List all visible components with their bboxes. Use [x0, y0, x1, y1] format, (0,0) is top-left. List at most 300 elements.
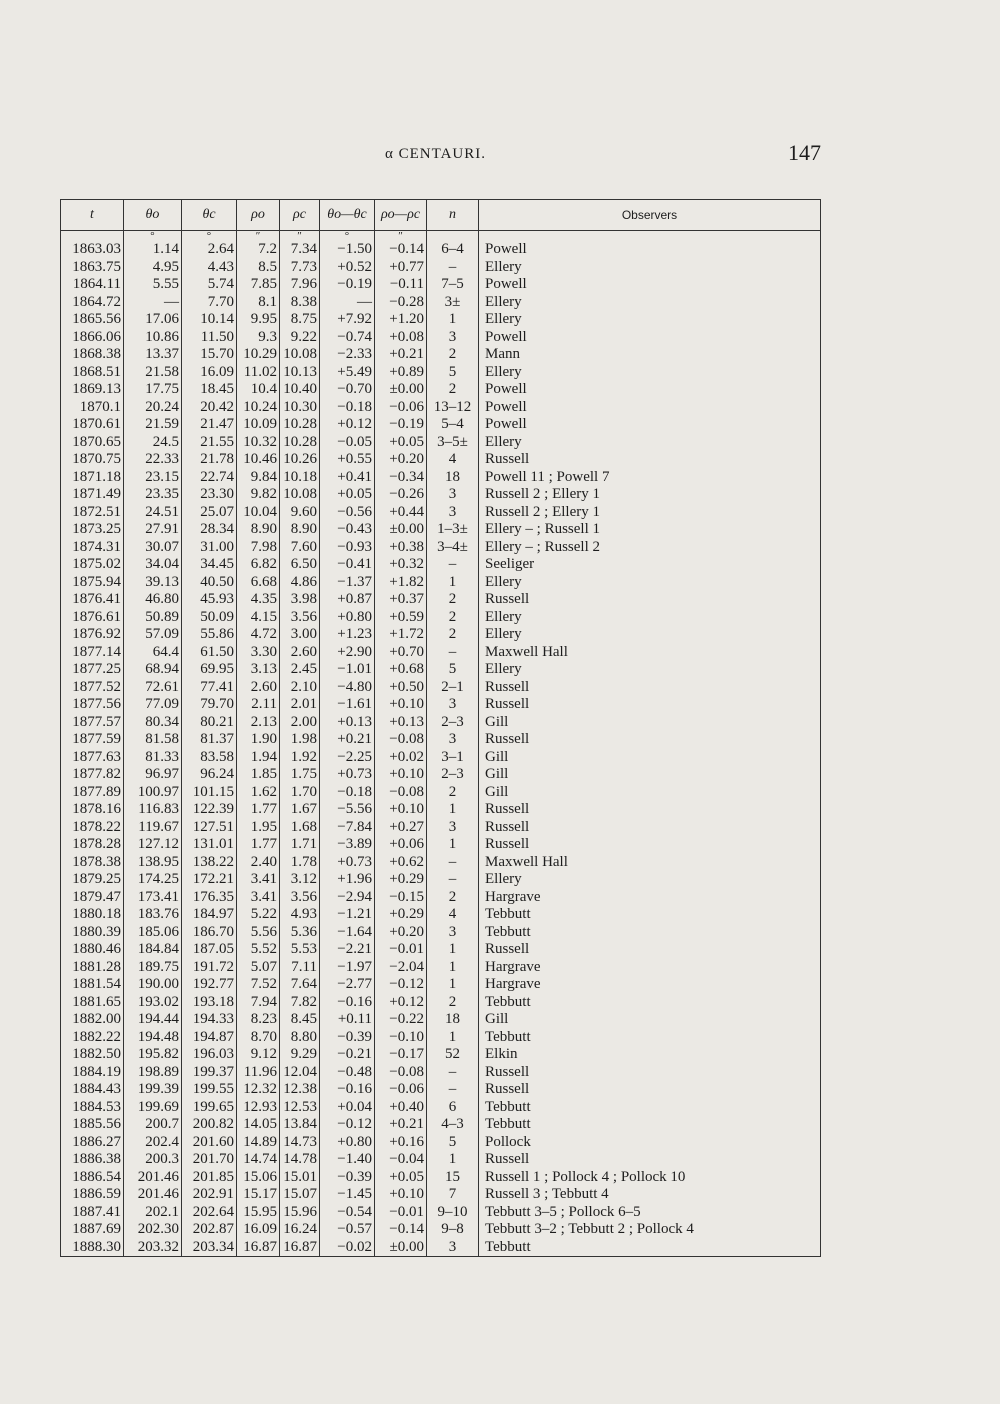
cell-t: 1868.38 — [61, 346, 124, 364]
table-row — [61, 294, 821, 312]
page-header — [0, 140, 1000, 170]
cell-rho-observed: 7.2 — [237, 241, 280, 259]
cell-rho-computed: 10.40 — [280, 381, 320, 399]
cell-theta-computed: 200.82 — [182, 1116, 237, 1134]
cell-theta-residual: −4.80 — [320, 679, 375, 697]
cell-t: 1870.65 — [61, 434, 124, 452]
cell-theta-computed: 202.87 — [182, 1221, 237, 1239]
cell-theta-residual: −0.54 — [320, 1204, 375, 1222]
cell-theta-observed: 24.51 — [124, 504, 182, 522]
cell-rho-computed: 3.98 — [280, 591, 320, 609]
cell-theta-residual: −7.84 — [320, 819, 375, 837]
cell-rho-computed: 9.29 — [280, 1046, 320, 1064]
cell-observers: Ellery – ; Russell 2 — [479, 539, 821, 557]
cell-theta-residual: −0.18 — [320, 784, 375, 802]
cell-n: 1 — [427, 1029, 479, 1047]
cell-rho-observed: 5.22 — [237, 906, 280, 924]
cell-theta-residual: −1.64 — [320, 924, 375, 942]
cell-theta-computed: 15.70 — [182, 346, 237, 364]
cell-rho-observed: 3.41 — [237, 871, 280, 889]
cell-rho-residual: +0.21 — [375, 1116, 427, 1134]
cell-theta-observed: 77.09 — [124, 696, 182, 714]
table-row — [61, 451, 821, 469]
cell-n: 1–3± — [427, 521, 479, 539]
cell-rho-observed: 11.96 — [237, 1064, 280, 1082]
cell-n: 18 — [427, 469, 479, 487]
cell-rho-computed: 10.08 — [280, 346, 320, 364]
cell-theta-residual: −0.12 — [320, 1116, 375, 1134]
cell-rho-computed: 1.68 — [280, 819, 320, 837]
cell-observers: Russell — [479, 451, 821, 469]
cell-rho-observed: 8.90 — [237, 521, 280, 539]
cell-n: – — [427, 1064, 479, 1082]
cell-t: 1866.06 — [61, 329, 124, 347]
table-row — [61, 959, 821, 977]
cell-observers: Russell — [479, 1081, 821, 1099]
cell-rho-observed: 10.29 — [237, 346, 280, 364]
cell-theta-observed: 50.89 — [124, 609, 182, 627]
cell-theta-observed: 127.12 — [124, 836, 182, 854]
cell-t: 1874.31 — [61, 539, 124, 557]
cell-observers: Ellery — [479, 661, 821, 679]
cell-theta-computed: 5.74 — [182, 276, 237, 294]
cell-n: 2 — [427, 381, 479, 399]
cell-rho-computed: 2.10 — [280, 679, 320, 697]
cell-theta-computed: 21.78 — [182, 451, 237, 469]
cell-n: 2 — [427, 889, 479, 907]
cell-rho-residual: −0.01 — [375, 941, 427, 959]
cell-rho-residual: −0.01 — [375, 1204, 427, 1222]
cell-n: 4–3 — [427, 1116, 479, 1134]
cell-t: 1877.59 — [61, 731, 124, 749]
cell-observers: Gill — [479, 749, 821, 767]
table-row — [61, 696, 821, 714]
cell-observers: Mann — [479, 346, 821, 364]
cell-t: 1877.56 — [61, 696, 124, 714]
cell-rho-observed: 10.32 — [237, 434, 280, 452]
cell-theta-observed: 13.37 — [124, 346, 182, 364]
cell-rho-computed: 6.50 — [280, 556, 320, 574]
cell-theta-residual: −0.70 — [320, 381, 375, 399]
cell-theta-observed: 1.14 — [124, 241, 182, 259]
cell-theta-computed: 186.70 — [182, 924, 237, 942]
cell-t: 1872.51 — [61, 504, 124, 522]
unit-cell: ″ — [237, 231, 280, 242]
table-row — [61, 1029, 821, 1047]
cell-n: 18 — [427, 1011, 479, 1029]
cell-rho-computed: 16.87 — [280, 1239, 320, 1257]
cell-theta-residual: +1.96 — [320, 871, 375, 889]
cell-rho-observed: 9.12 — [237, 1046, 280, 1064]
cell-theta-observed: 202.4 — [124, 1134, 182, 1152]
cell-rho-computed: 7.73 — [280, 259, 320, 277]
cell-observers: Elkin — [479, 1046, 821, 1064]
cell-n: 2 — [427, 784, 479, 802]
cell-observers: Powell — [479, 381, 821, 399]
cell-n: 2 — [427, 609, 479, 627]
cell-rho-computed: 10.30 — [280, 399, 320, 417]
cell-rho-computed: 10.18 — [280, 469, 320, 487]
table-body — [61, 231, 821, 1257]
cell-observers: Tebbutt 3–2 ; Tebbutt 2 ; Pollock 4 — [479, 1221, 821, 1239]
cell-theta-observed: 81.58 — [124, 731, 182, 749]
cell-t: 1886.38 — [61, 1151, 124, 1169]
cell-n: 6 — [427, 1099, 479, 1117]
cell-rho-observed: 2.11 — [237, 696, 280, 714]
cell-theta-observed: 183.76 — [124, 906, 182, 924]
cell-rho-observed: 4.15 — [237, 609, 280, 627]
cell-rho-observed: 9.82 — [237, 486, 280, 504]
cell-theta-observed: 202.1 — [124, 1204, 182, 1222]
cell-observers: Ellery — [479, 871, 821, 889]
cell-n: 4 — [427, 451, 479, 469]
cell-rho-residual: −0.08 — [375, 731, 427, 749]
cell-theta-observed: 5.55 — [124, 276, 182, 294]
cell-n: 1 — [427, 941, 479, 959]
cell-rho-residual: +0.21 — [375, 346, 427, 364]
cell-rho-residual: +0.62 — [375, 854, 427, 872]
cell-rho-computed: 5.53 — [280, 941, 320, 959]
cell-rho-computed: 10.08 — [280, 486, 320, 504]
cell-observers: Russell — [479, 801, 821, 819]
cell-theta-residual: −1.97 — [320, 959, 375, 977]
cell-rho-computed: 1.98 — [280, 731, 320, 749]
cell-rho-observed: 9.84 — [237, 469, 280, 487]
table-row — [61, 434, 821, 452]
cell-rho-residual: ±0.00 — [375, 381, 427, 399]
cell-rho-residual: −0.26 — [375, 486, 427, 504]
cell-theta-residual: +0.80 — [320, 1134, 375, 1152]
cell-theta-residual: −0.41 — [320, 556, 375, 574]
cell-rho-residual: +0.59 — [375, 609, 427, 627]
cell-theta-residual: +7.92 — [320, 311, 375, 329]
cell-theta-observed: 64.4 — [124, 644, 182, 662]
cell-theta-residual: −2.25 — [320, 749, 375, 767]
table-row — [61, 574, 821, 592]
cell-theta-residual: −0.48 — [320, 1064, 375, 1082]
cell-observers: Russell 2 ; Ellery 1 — [479, 504, 821, 522]
table-row — [61, 259, 821, 277]
table-row — [61, 1064, 821, 1082]
cell-observers: Russell — [479, 696, 821, 714]
cell-rho-computed: 1.92 — [280, 749, 320, 767]
cell-rho-observed: 1.77 — [237, 801, 280, 819]
cell-observers: Russell — [479, 591, 821, 609]
cell-theta-residual: −1.61 — [320, 696, 375, 714]
cell-theta-computed: 2.64 — [182, 241, 237, 259]
cell-observers: Ellery — [479, 311, 821, 329]
cell-observers: Russell — [479, 731, 821, 749]
cell-rho-residual: ±0.00 — [375, 1239, 427, 1257]
cell-rho-residual: ±0.00 — [375, 521, 427, 539]
cell-n: – — [427, 259, 479, 277]
table-row — [61, 626, 821, 644]
cell-rho-computed: 14.73 — [280, 1134, 320, 1152]
cell-theta-computed: 202.91 — [182, 1186, 237, 1204]
cell-theta-residual: −0.57 — [320, 1221, 375, 1239]
cell-theta-observed: 27.91 — [124, 521, 182, 539]
cell-rho-observed: 3.30 — [237, 644, 280, 662]
cell-rho-observed: 14.05 — [237, 1116, 280, 1134]
cell-rho-observed: 10.46 — [237, 451, 280, 469]
cell-n: 1 — [427, 801, 479, 819]
cell-theta-residual: −0.21 — [320, 1046, 375, 1064]
unit-cell: ″ — [280, 231, 320, 242]
cell-n: – — [427, 871, 479, 889]
cell-theta-residual: −0.16 — [320, 1081, 375, 1099]
cell-t: 1880.18 — [61, 906, 124, 924]
cell-rho-computed: 8.90 — [280, 521, 320, 539]
cell-t: 1882.50 — [61, 1046, 124, 1064]
page-number: 147 — [788, 140, 821, 165]
cell-theta-observed: 96.97 — [124, 766, 182, 784]
cell-t: 1871.18 — [61, 469, 124, 487]
table-row — [61, 1011, 821, 1029]
cell-n: 2 — [427, 994, 479, 1012]
cell-theta-residual: −1.01 — [320, 661, 375, 679]
cell-rho-residual: +1.20 — [375, 311, 427, 329]
cell-t: 1877.52 — [61, 679, 124, 697]
table-row — [61, 1169, 821, 1187]
cell-t: 1882.00 — [61, 1011, 124, 1029]
cell-rho-observed: 15.06 — [237, 1169, 280, 1187]
cell-t: 1884.19 — [61, 1064, 124, 1082]
cell-t: 1878.28 — [61, 836, 124, 854]
cell-n: 2–1 — [427, 679, 479, 697]
cell-rho-observed: 1.95 — [237, 819, 280, 837]
cell-theta-observed: 22.33 — [124, 451, 182, 469]
cell-observers: Gill — [479, 784, 821, 802]
cell-n: 3–1 — [427, 749, 479, 767]
column-header-theta-computed: θc — [182, 200, 237, 231]
cell-t: 1877.89 — [61, 784, 124, 802]
cell-theta-computed: 96.24 — [182, 766, 237, 784]
cell-theta-observed: 119.67 — [124, 819, 182, 837]
cell-rho-computed: 3.12 — [280, 871, 320, 889]
table-row — [61, 836, 821, 854]
cell-theta-computed: 131.01 — [182, 836, 237, 854]
cell-observers: Pollock — [479, 1134, 821, 1152]
cell-theta-residual: −3.89 — [320, 836, 375, 854]
cell-theta-computed: 201.60 — [182, 1134, 237, 1152]
cell-rho-residual: +0.13 — [375, 714, 427, 732]
unit-cell — [479, 231, 821, 242]
cell-n: 15 — [427, 1169, 479, 1187]
cell-t: 1887.41 — [61, 1204, 124, 1222]
cell-theta-residual: −1.40 — [320, 1151, 375, 1169]
cell-rho-computed: 8.38 — [280, 294, 320, 312]
cell-theta-residual: +0.13 — [320, 714, 375, 732]
column-header-t: t — [61, 200, 124, 231]
cell-observers: Russell — [479, 819, 821, 837]
cell-theta-computed: 55.86 — [182, 626, 237, 644]
cell-theta-computed: 122.39 — [182, 801, 237, 819]
cell-n: 2 — [427, 346, 479, 364]
cell-theta-observed: 202.30 — [124, 1221, 182, 1239]
cell-theta-observed: 193.02 — [124, 994, 182, 1012]
table-row — [61, 381, 821, 399]
cell-rho-computed: 15.07 — [280, 1186, 320, 1204]
cell-theta-computed: 11.50 — [182, 329, 237, 347]
cell-rho-computed: 3.56 — [280, 609, 320, 627]
cell-rho-computed: 2.00 — [280, 714, 320, 732]
cell-theta-computed: 40.50 — [182, 574, 237, 592]
cell-theta-observed: 4.95 — [124, 259, 182, 277]
cell-rho-computed: 5.36 — [280, 924, 320, 942]
cell-theta-computed: 79.70 — [182, 696, 237, 714]
cell-theta-observed: 200.3 — [124, 1151, 182, 1169]
cell-theta-observed: 20.24 — [124, 399, 182, 417]
unit-cell: ° — [320, 231, 375, 242]
cell-theta-computed: 25.07 — [182, 504, 237, 522]
cell-rho-residual: −0.14 — [375, 1221, 427, 1239]
cell-rho-observed: 3.41 — [237, 889, 280, 907]
cell-rho-residual: +0.29 — [375, 906, 427, 924]
cell-theta-observed: 21.59 — [124, 416, 182, 434]
cell-observers: Tebbutt — [479, 994, 821, 1012]
cell-n: 3 — [427, 1239, 479, 1257]
cell-rho-residual: +0.37 — [375, 591, 427, 609]
column-header-theta-observed: θo — [124, 200, 182, 231]
cell-theta-observed: 23.35 — [124, 486, 182, 504]
cell-rho-residual: −0.22 — [375, 1011, 427, 1029]
cell-rho-residual: −2.04 — [375, 959, 427, 977]
cell-rho-computed: 7.96 — [280, 276, 320, 294]
cell-rho-residual: −0.08 — [375, 784, 427, 802]
cell-rho-computed: 12.04 — [280, 1064, 320, 1082]
cell-n: 3–5± — [427, 434, 479, 452]
cell-theta-computed: 22.74 — [182, 469, 237, 487]
cell-theta-observed: 39.13 — [124, 574, 182, 592]
cell-theta-residual: −2.33 — [320, 346, 375, 364]
cell-theta-residual: +0.12 — [320, 416, 375, 434]
cell-theta-computed: 77.41 — [182, 679, 237, 697]
table-row — [61, 329, 821, 347]
cell-rho-computed: 1.67 — [280, 801, 320, 819]
cell-t: 1877.14 — [61, 644, 124, 662]
cell-theta-observed: 17.06 — [124, 311, 182, 329]
cell-n: 4 — [427, 906, 479, 924]
table-row — [61, 941, 821, 959]
cell-theta-computed: 45.93 — [182, 591, 237, 609]
cell-observers: Ellery — [479, 259, 821, 277]
cell-t: 1888.30 — [61, 1239, 124, 1257]
cell-rho-observed: 7.52 — [237, 976, 280, 994]
cell-rho-residual: +0.40 — [375, 1099, 427, 1117]
cell-rho-residual: −0.15 — [375, 889, 427, 907]
cell-theta-residual: +0.05 — [320, 486, 375, 504]
cell-rho-observed: 9.3 — [237, 329, 280, 347]
cell-t: 1886.54 — [61, 1169, 124, 1187]
table-row — [61, 591, 821, 609]
cell-rho-residual: +0.06 — [375, 836, 427, 854]
cell-rho-residual: −0.10 — [375, 1029, 427, 1047]
column-header-rho-computed: ρc — [280, 200, 320, 231]
cell-rho-computed: 10.13 — [280, 364, 320, 382]
cell-theta-residual: +0.21 — [320, 731, 375, 749]
cell-observers: Ellery — [479, 294, 821, 312]
cell-n: 1 — [427, 836, 479, 854]
cell-theta-observed: 72.61 — [124, 679, 182, 697]
cell-rho-computed: 3.56 — [280, 889, 320, 907]
table-row — [61, 469, 821, 487]
cell-t: 1884.53 — [61, 1099, 124, 1117]
cell-theta-residual: −0.39 — [320, 1029, 375, 1047]
cell-rho-observed: 15.95 — [237, 1204, 280, 1222]
column-header-theta-residual: θo—θc — [320, 200, 375, 231]
cell-t: 1881.65 — [61, 994, 124, 1012]
cell-rho-observed: 8.23 — [237, 1011, 280, 1029]
cell-n: 1 — [427, 574, 479, 592]
cell-theta-observed: 81.33 — [124, 749, 182, 767]
table-row — [61, 276, 821, 294]
cell-t: 1875.02 — [61, 556, 124, 574]
cell-theta-residual: −2.77 — [320, 976, 375, 994]
cell-rho-computed: 4.86 — [280, 574, 320, 592]
cell-rho-computed: 12.38 — [280, 1081, 320, 1099]
cell-rho-computed: 16.24 — [280, 1221, 320, 1239]
cell-rho-residual: +0.70 — [375, 644, 427, 662]
table-row — [61, 766, 821, 784]
cell-rho-residual: −0.06 — [375, 399, 427, 417]
cell-t: 1886.27 — [61, 1134, 124, 1152]
cell-n: – — [427, 854, 479, 872]
cell-rho-computed: 1.71 — [280, 836, 320, 854]
cell-observers: Maxwell Hall — [479, 644, 821, 662]
cell-theta-observed: 138.95 — [124, 854, 182, 872]
cell-t: 1877.57 — [61, 714, 124, 732]
cell-n: 13–12 — [427, 399, 479, 417]
cell-rho-residual: +0.10 — [375, 766, 427, 784]
cell-rho-residual: +0.68 — [375, 661, 427, 679]
unit-row — [61, 231, 821, 242]
cell-t: 1877.63 — [61, 749, 124, 767]
cell-rho-computed: 1.78 — [280, 854, 320, 872]
cell-rho-observed: 9.95 — [237, 311, 280, 329]
cell-observers: Powell 11 ; Powell 7 — [479, 469, 821, 487]
cell-rho-residual: +0.29 — [375, 871, 427, 889]
cell-theta-computed: 201.85 — [182, 1169, 237, 1187]
cell-rho-observed: 2.40 — [237, 854, 280, 872]
cell-n: 5–4 — [427, 416, 479, 434]
cell-theta-computed: 127.51 — [182, 819, 237, 837]
table-row — [61, 644, 821, 662]
cell-theta-observed: 194.48 — [124, 1029, 182, 1047]
cell-t: 1863.75 — [61, 259, 124, 277]
cell-theta-observed: 100.97 — [124, 784, 182, 802]
cell-theta-observed: 201.46 — [124, 1169, 182, 1187]
cell-n: 1 — [427, 311, 479, 329]
cell-theta-observed: 173.41 — [124, 889, 182, 907]
table-row — [61, 784, 821, 802]
cell-rho-observed: 14.89 — [237, 1134, 280, 1152]
cell-rho-residual: +0.77 — [375, 259, 427, 277]
cell-theta-computed: 184.97 — [182, 906, 237, 924]
cell-theta-residual: −0.19 — [320, 276, 375, 294]
cell-theta-computed: 201.70 — [182, 1151, 237, 1169]
cell-n: 9–10 — [427, 1204, 479, 1222]
cell-n: 1 — [427, 959, 479, 977]
table-row — [61, 1116, 821, 1134]
cell-t: 1875.94 — [61, 574, 124, 592]
cell-rho-residual: +0.50 — [375, 679, 427, 697]
column-header-rho-observed: ρo — [237, 200, 280, 231]
table-row — [61, 819, 821, 837]
cell-observers: Russell — [479, 941, 821, 959]
cell-theta-computed: 28.34 — [182, 521, 237, 539]
cell-rho-residual: +1.72 — [375, 626, 427, 644]
cell-theta-observed: 190.00 — [124, 976, 182, 994]
